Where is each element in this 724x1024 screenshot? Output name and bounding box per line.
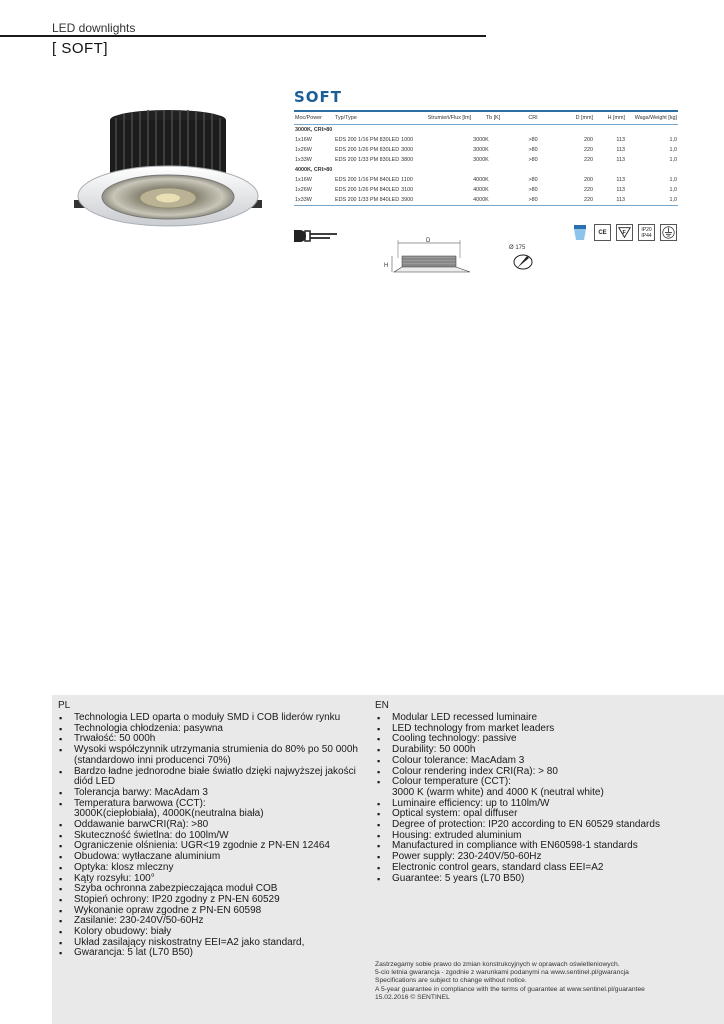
en-language-label: EN <box>375 700 389 711</box>
cell-d: 200 <box>584 137 593 143</box>
list-item: ▪ Technologia LED oparta o moduły SMD i COB liderów rynku <box>52 713 372 724</box>
led-source-icon <box>292 228 338 244</box>
cell-power: 1x33W <box>295 157 312 163</box>
cell-d: 200 <box>584 177 593 183</box>
table-group-row <box>294 165 678 175</box>
svg-text:F: F <box>622 229 626 236</box>
list-item: ▪ Optical system: opal diffuser <box>370 809 690 820</box>
list-item: ▪ Power supply: 230-240V/50-60Hz <box>370 852 690 863</box>
cell-tb: 3000K <box>473 157 489 163</box>
cell-cri: >80 <box>528 137 538 143</box>
cell-tb: 3000K <box>473 147 489 153</box>
col-header-flux: Strumień/Flux [lm] <box>427 115 472 121</box>
cell-power: 1x26W <box>295 147 312 153</box>
cell-type: EDS 200 1/26 PM 830LED <box>334 147 400 153</box>
list-item: ▪ Optyka: klosz mleczny <box>52 863 372 874</box>
cell-type: EDS 200 1/26 PM 840LED <box>334 187 400 193</box>
col-header-h: H [mm] <box>607 115 625 121</box>
group-label: 4000K, CRI>80 <box>295 167 333 173</box>
list-item: ▪ Gwarancja: 5 lat (L70 B50) <box>52 948 372 959</box>
legal-footnote: Zastrzegamy sobie prawo do zmian konstrukcyjnych w oprawach oświetleniowych. 5-cio letnia gwarancja - zgodnie z warunkami podanymi na www.sentinel.pl/gwarancja Specifications are subject to change without notice. A 5-year guarantee in compliance with the terms of guarantee at www.sentinel.pl/guarantee 15.02.2016 © SENTINEL <box>375 961 645 1001</box>
list-item: ▪ Guarantee: 5 years (L70 B50) <box>370 874 690 885</box>
cell-flux: 1100 <box>401 177 413 183</box>
list-item: ▪ Stopień ochrony: IP20 zgodny z PN-EN 60529 <box>52 895 372 906</box>
table-row <box>294 135 678 145</box>
pl-feature-list <box>52 713 372 959</box>
cell-h: 113 <box>616 147 625 153</box>
cell-weight: 1,0 <box>669 137 677 143</box>
cell-type: EDS 200 1/33 PM 840LED <box>334 197 400 203</box>
col-header-power: Moc/Power <box>295 115 322 121</box>
cell-cri: >80 <box>528 187 538 193</box>
ip-rating-icon <box>638 224 655 241</box>
earth-ground-icon <box>660 224 677 241</box>
cell-power: 1x26W <box>295 187 312 193</box>
cell-flux: 3900 <box>401 197 414 203</box>
cell-d: 220 <box>584 157 593 163</box>
table-row <box>294 195 678 206</box>
list-item: ▪ Degree of protection: IP20 according to EN 60529 standards <box>370 820 690 831</box>
cell-weight: 1,0 <box>669 157 677 163</box>
cell-h: 113 <box>616 187 625 193</box>
list-item: ▪ Colour rendering index CRI(Ra): > 80 <box>370 767 690 778</box>
cell-cri: >80 <box>528 197 538 203</box>
cell-h: 113 <box>616 177 625 183</box>
list-item: ▪ Housing: extruded aluminium <box>370 831 690 842</box>
list-item: ▪ Manufactured in compliance with EN60598-1 standards <box>370 841 690 852</box>
cell-tb: 4000K <box>473 177 489 183</box>
list-item: ▪ Kąty rozsyłu: 100° <box>52 874 372 885</box>
list-item: ▪ Durability: 50 000h <box>370 745 690 756</box>
pl-language-label: PL <box>58 700 71 711</box>
list-item: ▪ Technologia chłodzenia: pasywna <box>52 724 372 735</box>
cell-h: 113 <box>616 197 625 203</box>
cell-weight: 1,0 <box>669 177 677 183</box>
cell-flux: 3100 <box>401 187 414 193</box>
cutout-diameter-icon <box>505 243 541 273</box>
list-item: ▪ Obudowa: wytłaczane aluminium <box>52 852 372 863</box>
list-item: ▪ Modular LED recessed luminaire <box>370 713 690 724</box>
cell-weight: 1,0 <box>669 147 677 153</box>
list-item: ▪ Colour tolerance: MacAdam 3 <box>370 756 690 767</box>
col-header-type: Typ/Type <box>334 115 357 121</box>
table-row <box>294 175 678 185</box>
dimension-h-label: H <box>384 263 389 269</box>
table-row <box>294 155 678 165</box>
cell-tb: 3000K <box>473 137 489 143</box>
cell-d: 220 <box>584 187 593 193</box>
list-item: ▪ Skuteczność świetlna: do 100lm/W <box>52 831 372 842</box>
cell-tb: 4000K <box>473 187 489 193</box>
list-item: ▪ Colour temperature (CCT): 3000 K (warm white) and 4000 K (neutral white) <box>370 777 690 798</box>
list-item: ▪ Zasilanie: 230-240V/50-60Hz <box>52 916 372 927</box>
col-header-weight: Waga/Weight [kg] <box>634 115 677 121</box>
dimmable-light-icon <box>572 224 588 241</box>
cell-type: EDS 200 1/16 PM 840LED <box>334 177 400 183</box>
list-item: ▪ Oddawanie barwCRI(Ra): >80 <box>52 820 372 831</box>
spec-table <box>294 110 678 206</box>
group-label: 3000K, CRI>80 <box>295 127 333 133</box>
cell-weight: 1,0 <box>669 197 677 203</box>
cell-h: 113 <box>616 157 625 163</box>
list-item: ▪ Temperatura barwowa (CCT): 3000K(ciepłobiała), 4000K(neutralna biała) <box>52 799 372 820</box>
col-header-tb: Tb [K] <box>485 115 501 121</box>
en-feature-list <box>370 713 690 884</box>
cell-power: 1x16W <box>295 177 312 183</box>
list-item: ▪ Luminaire efficiency: up to 110lm/W <box>370 799 690 810</box>
col-header-cri: CRI <box>528 115 538 121</box>
recessed-downlight-photo <box>70 104 266 234</box>
ip-rating-top: IP20 <box>641 226 652 233</box>
list-item: ▪ Bardzo ładne jednorodne białe światło dzięki najwyższej jakości diód LED <box>52 767 372 788</box>
cell-cri: >80 <box>528 157 538 163</box>
cell-power: 1x33W <box>295 197 312 203</box>
table-header-row <box>294 111 678 125</box>
cell-cri: >80 <box>528 177 538 183</box>
table-group-row <box>294 125 678 136</box>
col-header-d: D [mm] <box>575 115 593 121</box>
cell-cri: >80 <box>528 147 538 153</box>
cell-weight: 1,0 <box>669 187 677 193</box>
list-item: ▪ Cooling technology: passive <box>370 734 690 745</box>
cell-type: EDS 200 1/16 PM 830LED <box>334 137 400 143</box>
category-label: LED downlights <box>52 21 136 35</box>
dimension-drawing <box>384 236 478 276</box>
f-mark-icon <box>616 224 633 241</box>
table-row <box>294 145 678 155</box>
page-title: [ SOFT] <box>52 40 108 57</box>
cell-power: 1x16W <box>295 137 312 143</box>
table-row <box>294 185 678 195</box>
cell-flux: 1000 <box>401 137 414 143</box>
cell-tb: 4000K <box>473 197 489 203</box>
header-divider <box>0 35 486 37</box>
cutout-diameter-label: Ø 175 <box>509 245 526 251</box>
list-item: ▪ Szyba ochronna zabezpieczająca moduł COB <box>52 884 372 895</box>
cell-h: 113 <box>616 137 625 143</box>
cell-flux: 3000 <box>401 147 414 153</box>
list-item: ▪ Wykonanie opraw zgodne z PN-EN 60598 <box>52 906 372 917</box>
list-item: ▪ Kolory obudowy: biały <box>52 927 372 938</box>
list-item: ▪ Tolerancja barwy: MacAdam 3 <box>52 788 372 799</box>
list-item: ▪ Trwałość: 50 000h <box>52 734 372 745</box>
cell-type: EDS 200 1/33 PM 830LED <box>334 157 400 163</box>
list-item: ▪ Ograniczenie olśnienia: UGR<19 zgodnie z PN-EN 12464 <box>52 841 372 852</box>
list-item: ▪ Układ zasilający niskostratny EEI=A2 jako standard, <box>52 938 372 949</box>
list-item: ▪ Wysoki współczynnik utrzymania strumienia do 80% po 50 000h (standardowo inni producenci 70%) <box>52 745 372 766</box>
list-item: ▪ LED technology from market leaders <box>370 724 690 735</box>
cell-flux: 3800 <box>401 157 414 163</box>
cell-d: 220 <box>584 197 593 203</box>
dimension-d-label: D <box>426 238 431 244</box>
list-item: ▪ Electronic control gears, standard class EEI=A2 <box>370 863 690 874</box>
product-brand: SOFT <box>294 88 343 106</box>
ce-mark-icon: CE <box>594 224 611 241</box>
cell-d: 220 <box>584 147 593 153</box>
ip-rating-bottom: IP44 <box>641 232 652 239</box>
